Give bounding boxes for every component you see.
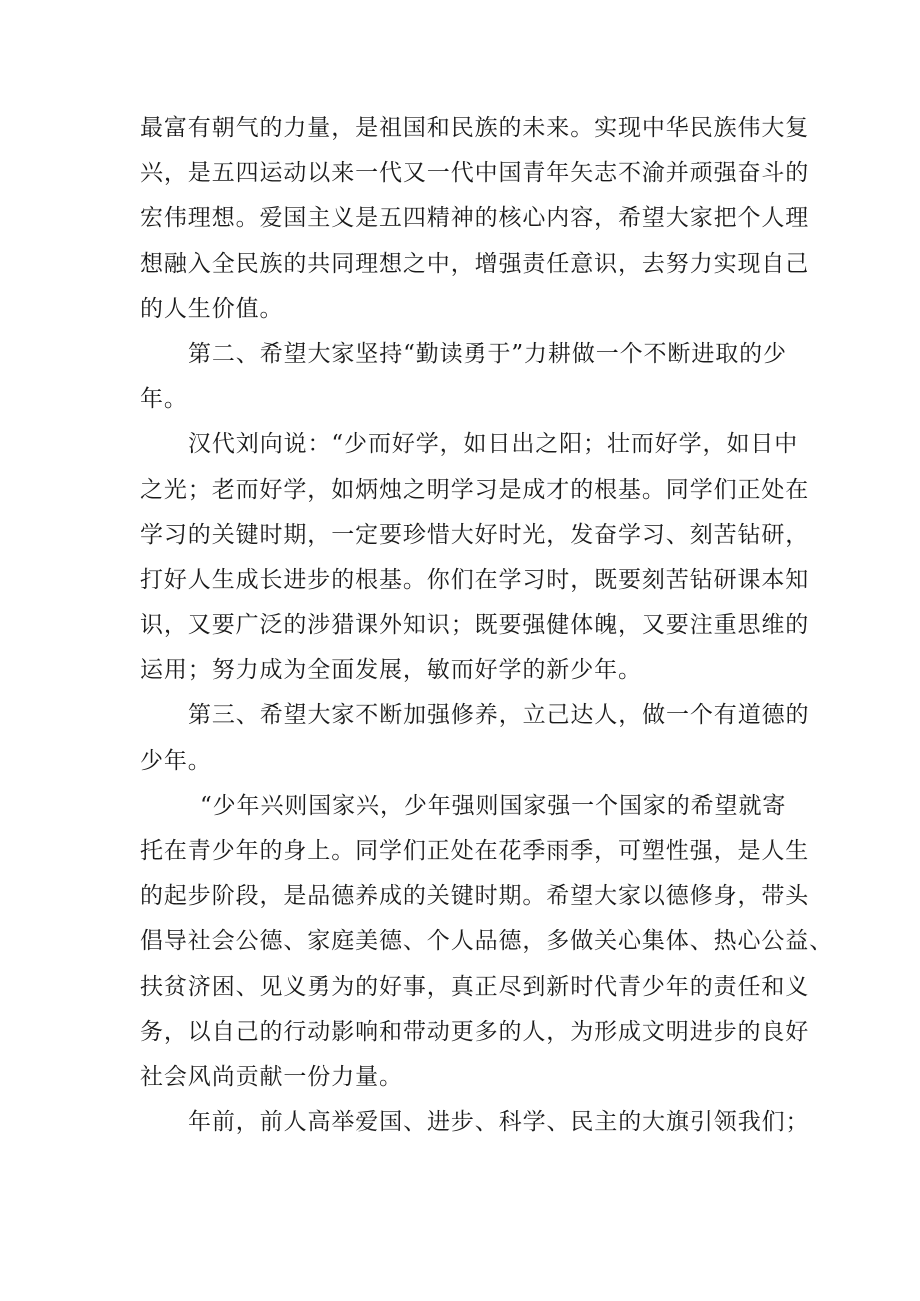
text-line: 之光；老而好学，如炳烛之明学习是成才的根基。同学们正处在 [140, 476, 810, 503]
text-line: 运用；努力成为全面发展，敏而好学的新少年。 [140, 657, 642, 684]
text-line: 汉代刘向说：“少而好学，如日出之阳；壮而好学，如日中 [188, 431, 799, 458]
text-line: 兴，是五四运动以来一代又一代中国青年矢志不渝并顽强奋斗的 [140, 160, 810, 187]
text-line: 想融入全民族的共同理想之中，增强责任意识，去努力实现自己 [140, 250, 810, 277]
text-line: 的人生价值。 [140, 295, 284, 322]
text-line: 识，又要广泛的涉猎课外知识；既要强健体魄，又要注重思维的 [140, 612, 810, 639]
text-line: 最富有朝气的力量，是祖国和民族的未来。实现中华民族伟大复 [140, 115, 810, 141]
body-text [140, 106, 834, 1145]
text-line: 的起步阶段，是品德养成的关键时期。希望大家以德修身，带头 [140, 883, 810, 910]
text-line: 学习的关键时期，一定要珍惜大好时光，发奋学习、刻苦钻研， [140, 521, 810, 548]
text-line: 打好人生成长进步的根基。你们在学习时，既要刻苦钻研课本知 [140, 566, 810, 593]
text-line: 少年。 [140, 747, 212, 774]
text-line: 年。 [140, 386, 188, 413]
text-line: 宏伟理想。爱国主义是五四精神的核心内容，希望大家把个人理 [140, 205, 810, 232]
section-heading-3: 第三、希望大家不断加强修养，立己达人，做一个有道德的 [188, 702, 810, 729]
text-line: 托在青少年的身上。同学们正处在花季雨季，可塑性强，是人生 [140, 838, 810, 864]
section-heading-2: 第二、希望大家坚持“勤读勇于”力耕做一个不断进取的少 [188, 340, 787, 367]
text-line: 年前，前人高举爱国、进步、科学、民主的大旗引领我们； [188, 1109, 810, 1136]
text-line: 倡导社会公德、家庭美德、个人品德，多做关心集体、热心公益、 [140, 928, 834, 955]
text-line: 社会风尚贡献一份力量。 [140, 1063, 403, 1090]
text-line: 务，以自己的行动影响和带动更多的人，为形成文明进步的良好 [140, 1018, 810, 1045]
text-line: 扶贫济困、见义勇为的好事，真正尽到新时代青少年的责任和义 [140, 973, 810, 1000]
text-line: “少年兴则国家兴，少年强则国家强一个国家的希望就寄 [200, 792, 787, 819]
